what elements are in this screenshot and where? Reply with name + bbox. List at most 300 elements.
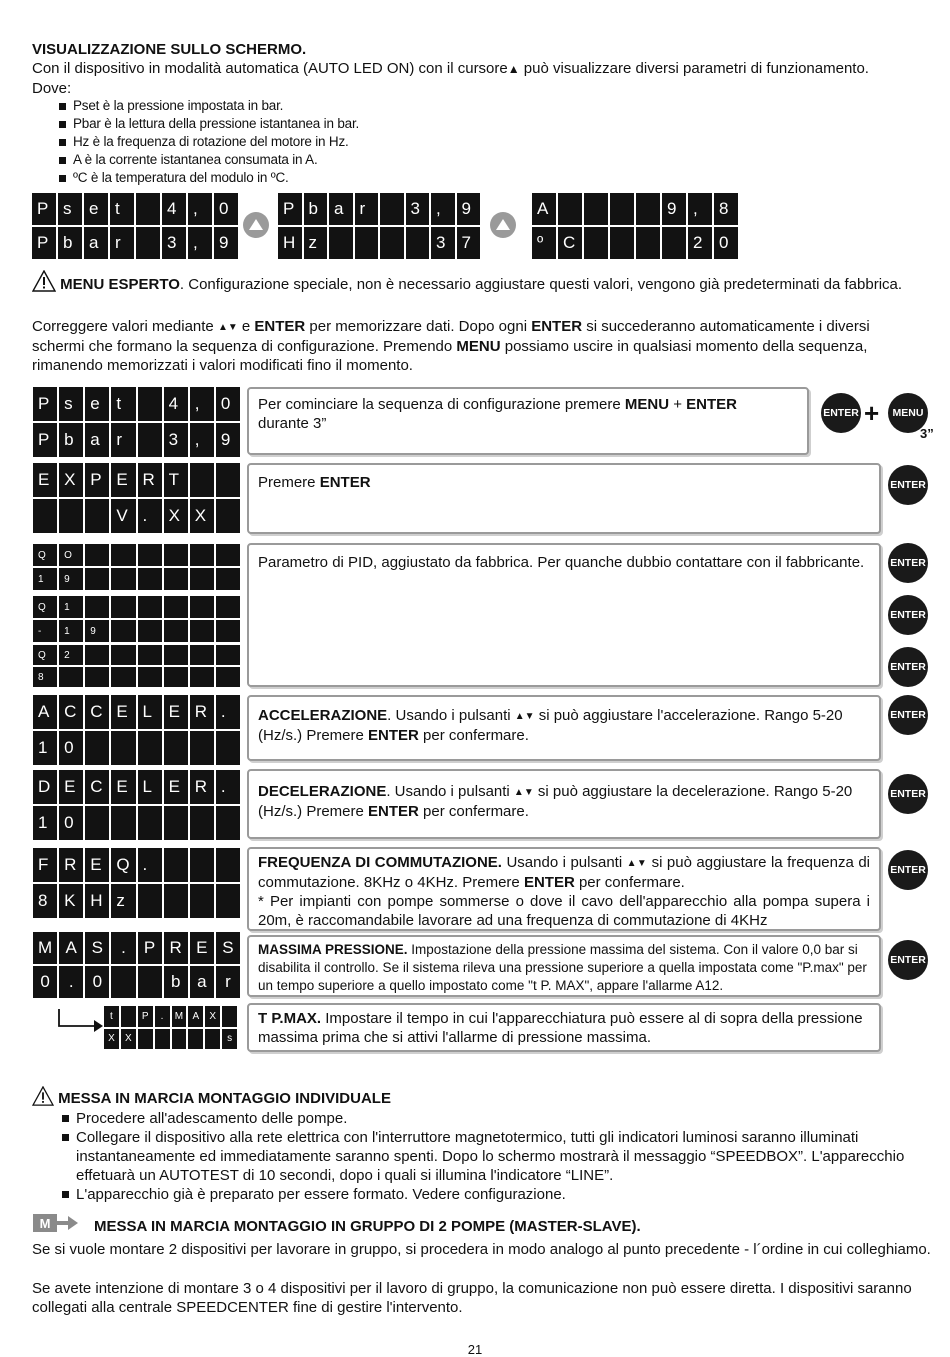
warning-icon xyxy=(32,270,56,292)
lcd-cell: . xyxy=(138,499,162,533)
lcd-cell xyxy=(138,1029,153,1050)
lcd-cell xyxy=(164,806,188,840)
lcd-cell: 3 xyxy=(164,423,188,457)
lcd-cell xyxy=(216,544,240,566)
lcd-cell xyxy=(662,227,686,259)
lcd-cell: r xyxy=(355,193,379,225)
lcd-cell: . xyxy=(216,695,240,729)
lcd-cell xyxy=(164,731,188,765)
lcd-screen-freq xyxy=(33,848,240,918)
step-start-menu-label: MENU xyxy=(624,396,670,413)
lcd-cell: 9 xyxy=(662,193,686,225)
tpmax-title: T P.MAX. xyxy=(258,1010,322,1027)
expert-text-2a: Correggere valori mediante xyxy=(32,318,218,335)
lcd-cell: a xyxy=(329,193,353,225)
decel-text-c: per confermare. xyxy=(418,803,529,820)
lcd-cell: P xyxy=(138,932,162,964)
lcd-cell: . xyxy=(111,932,135,964)
lcd-cell: C xyxy=(85,695,109,729)
lcd-cell: 2 xyxy=(688,227,712,259)
accel-text-a: . Usando i pulsanti xyxy=(387,707,515,724)
lcd-cell xyxy=(380,227,404,259)
lcd-cell xyxy=(164,884,188,918)
lcd-cell: s xyxy=(222,1029,237,1050)
lcd-cell: 1 xyxy=(59,620,83,642)
lcd-screen-q0 xyxy=(33,544,240,590)
lcd-cell xyxy=(164,596,188,618)
list-item: Procedere all'adescamento delle pompe. xyxy=(60,1109,930,1128)
lcd-cell: R xyxy=(59,848,83,882)
lcd-cell: H xyxy=(278,227,302,259)
lcd-cell: z xyxy=(304,227,328,259)
lcd-cell xyxy=(164,645,188,665)
expert-text-1: . Configurazione speciale, non è necessario aggiustare questi valori, vengono già predeterminati da fabbrica. xyxy=(179,276,903,293)
lcd-cell: 3 xyxy=(162,227,186,259)
lcd-cell: b xyxy=(58,227,82,259)
step-start-enter-label: ENTER xyxy=(686,396,737,413)
up-down-arrows-icon: ▲▼ xyxy=(513,787,534,798)
lcd-cell: P xyxy=(33,423,57,457)
expert-text-2e: possiamo uscire in qualsiasi momento della sequenza, rimanendo memorizzati i valori modificati fino il momento. xyxy=(32,338,868,374)
lcd-cell: 8 xyxy=(33,884,57,918)
group-title: MESSA IN MARCIA MONTAGGIO IN GRUPPO DI 2 POMPE (MASTER-SLAVE). xyxy=(94,1218,641,1235)
lcd-cell: F xyxy=(33,848,57,882)
lcd-cell: t xyxy=(110,193,134,225)
freq-title: FREQUENZA DI COMMUTAZIONE. xyxy=(258,854,502,871)
section-title-display: VISUALIZZAZIONE SULLO SCHERMO. xyxy=(32,41,307,58)
lcd-cell xyxy=(190,806,214,840)
up-down-arrows-icon: ▲▼ xyxy=(217,322,238,333)
lcd-cell xyxy=(216,645,240,665)
lcd-cell: Q xyxy=(33,596,57,618)
lcd-screen-tpmax xyxy=(104,1006,237,1049)
menu-button-icon: MENU xyxy=(888,393,928,433)
lcd-cell: M xyxy=(33,932,57,964)
list-item: Pset è la pressione impostata in bar. xyxy=(57,97,359,115)
group-paragraph-1: Se si vuole montare 2 dispositivi per lavorare in gruppo, si procedera in modo analogo al punto precedente - l´ordine in cui colleghiamo. xyxy=(32,1241,931,1258)
lcd-cell: X xyxy=(59,463,83,497)
step-tpmax-box xyxy=(247,1003,881,1052)
step-accel-box xyxy=(247,695,881,761)
expert-menu-label: MENU xyxy=(456,338,501,355)
lcd-cell: A xyxy=(532,193,556,225)
lcd-cell xyxy=(85,499,109,533)
lcd-cell: E xyxy=(164,770,188,804)
lcd-cell: , xyxy=(688,193,712,225)
lcd-cell: O xyxy=(59,544,83,566)
lcd-cell: 1 xyxy=(33,806,57,840)
lcd-cell: b xyxy=(304,193,328,225)
lcd-screen-decel xyxy=(33,770,240,840)
lcd-cell xyxy=(636,227,660,259)
lcd-cell: X xyxy=(104,1029,119,1050)
lcd-cell xyxy=(164,544,188,566)
lcd-cell: X xyxy=(164,499,188,533)
arrow-right-icon xyxy=(57,1215,79,1231)
startup-title-text: MESSA IN MARCIA MONTAGGIO INDIVIDUALE xyxy=(58,1090,391,1107)
lcd-cell: X xyxy=(121,1029,136,1050)
lcd-cell xyxy=(584,227,608,259)
freq-text-a: Usando i pulsanti xyxy=(501,854,627,871)
lcd-cell xyxy=(610,227,634,259)
lcd-cell xyxy=(59,499,83,533)
lcd-cell: , xyxy=(188,227,212,259)
lcd-cell xyxy=(155,1029,170,1050)
step-pid-text: Parametro di PID, aggiustato da fabbrica. Per quanche dubbio contattare con il fabbricante. xyxy=(258,554,865,571)
list-item: Collegare il dispositivo alla rete elettrica con l'interruttore magnetotermico, tutti gli indicatori luminosi saranno illuminati instantaneamente ed immediatamente saranno spenti. Dopo lo schermo mostrarà il messaggio “SPEEDBOX”. L'apparecchio effetuarà un AUTOTEST di 10 secondi, dopo i quali si illumina l'indicatore “LINE”. xyxy=(60,1128,930,1185)
lcd-screen-pset xyxy=(32,193,238,259)
lcd-cell: 9 xyxy=(59,568,83,590)
lcd-cell: D xyxy=(33,770,57,804)
lcd-cell: 9 xyxy=(214,227,238,259)
enter-button-icon: ENTER xyxy=(888,695,928,735)
master-badge-icon xyxy=(33,1214,79,1232)
lcd-cell: R xyxy=(190,695,214,729)
lcd-cell xyxy=(164,568,188,590)
up-down-arrows-icon: ▲▼ xyxy=(626,858,648,869)
lcd-cell: 1 xyxy=(59,596,83,618)
lcd-cell: s xyxy=(59,387,83,421)
list-item: A è la corrente istantanea consumata in A. xyxy=(57,151,359,169)
lcd-cell xyxy=(85,667,109,687)
lcd-cell: º xyxy=(532,227,556,259)
lcd-cell xyxy=(138,423,162,457)
lcd-cell: r xyxy=(111,423,135,457)
lcd-cell: 4 xyxy=(164,387,188,421)
lcd-cell xyxy=(222,1006,237,1027)
lcd-cell xyxy=(355,227,379,259)
lcd-cell: P xyxy=(32,227,56,259)
lcd-screen-q1 xyxy=(33,596,240,642)
lcd-cell xyxy=(111,806,135,840)
lcd-cell xyxy=(85,544,109,566)
lcd-cell: V xyxy=(111,499,135,533)
lcd-screen-pbar xyxy=(278,193,480,259)
lcd-cell xyxy=(164,620,188,642)
lcd-cell: P xyxy=(278,193,302,225)
expert-text-2b: e xyxy=(237,318,255,335)
lcd-cell xyxy=(164,848,188,882)
lcd-cell xyxy=(136,193,160,225)
lcd-cell: E xyxy=(33,463,57,497)
lcd-cell: a xyxy=(190,966,214,998)
step-expert-box xyxy=(247,463,881,534)
lcd-cell xyxy=(190,620,214,642)
lcd-cell xyxy=(111,544,135,566)
lcd-screen-current xyxy=(532,193,738,259)
expert-enter-label: ENTER xyxy=(254,318,306,335)
lcd-cell xyxy=(216,731,240,765)
lcd-cell xyxy=(164,667,188,687)
lcd-cell: 7 xyxy=(457,227,481,259)
lcd-cell: 3 xyxy=(431,227,455,259)
list-item: Pbar è la lettura della pressione istantanea in bar. xyxy=(57,115,359,133)
lcd-cell: 9 xyxy=(85,620,109,642)
lcd-cell: X xyxy=(205,1006,220,1027)
lcd-screen-expert xyxy=(33,463,240,533)
list-item: Hz è la frequenza di rotazione del motore in Hz. xyxy=(57,133,359,151)
lcd-cell xyxy=(216,620,240,642)
lcd-cell: z xyxy=(111,884,135,918)
enter-button-icon: ENTER xyxy=(888,595,928,635)
enter-button-icon: ENTER xyxy=(821,393,861,433)
lcd-cell: R xyxy=(138,463,162,497)
lcd-cell xyxy=(216,806,240,840)
list-item: L'apparecchio già è preparato per essere formato. Vedere configurazione. xyxy=(60,1185,930,1204)
lcd-cell xyxy=(59,667,83,687)
lcd-cell xyxy=(138,966,162,998)
lcd-cell: T xyxy=(164,463,188,497)
lcd-cell xyxy=(138,544,162,566)
up-arrow-button-icon xyxy=(490,212,516,238)
lcd-cell xyxy=(111,731,135,765)
lcd-cell: E xyxy=(111,695,135,729)
lcd-cell: M xyxy=(172,1006,187,1027)
arrow-right-icon xyxy=(56,1007,104,1035)
lcd-cell xyxy=(111,667,135,687)
lcd-cell: H xyxy=(85,884,109,918)
lcd-screen-accel xyxy=(33,695,240,765)
step-expert-text: Premere xyxy=(258,474,320,491)
lcd-cell: b xyxy=(59,423,83,457)
lcd-cell: X xyxy=(190,499,214,533)
up-arrow-button-icon xyxy=(243,212,269,238)
lcd-cell xyxy=(190,884,214,918)
lcd-cell: , xyxy=(431,193,455,225)
enter-button-icon: ENTER xyxy=(888,465,928,505)
lcd-cell xyxy=(216,848,240,882)
step-expert-enter-label: ENTER xyxy=(319,474,371,491)
lcd-cell xyxy=(85,806,109,840)
master-badge: M xyxy=(33,1214,57,1232)
three-seconds-label: 3” xyxy=(920,426,934,441)
lcd-cell: , xyxy=(190,423,214,457)
lcd-cell: . xyxy=(155,1006,170,1027)
decel-text-b: si può aggiustare la decelerazione. Rango 5-20 (Hz/s.) Premere xyxy=(258,783,853,820)
enter-button-icon: ENTER xyxy=(888,543,928,583)
lcd-cell: . xyxy=(59,966,83,998)
lcd-cell xyxy=(85,596,109,618)
lcd-cell: b xyxy=(164,966,188,998)
display-intro xyxy=(32,59,932,98)
expert-text-2d: si succederanno automaticamente i diversi schermi che formano la sequenza di configurazione. Premendo xyxy=(32,318,870,355)
lcd-cell xyxy=(85,568,109,590)
lcd-cell: 2 xyxy=(59,645,83,665)
tpmax-text: Impostare il tempo in cui l'apparecchiatura può essere al di sopra della pressione massima prima che si attivi l'allarme di pressione massima. xyxy=(258,1010,863,1046)
startup-list xyxy=(60,1109,930,1204)
lcd-cell: E xyxy=(190,932,214,964)
lcd-cell: . xyxy=(216,770,240,804)
accel-title: ACCELERAZIONE xyxy=(258,707,388,724)
lcd-cell: E xyxy=(164,695,188,729)
lcd-cell xyxy=(138,667,162,687)
lcd-cell: P xyxy=(33,387,57,421)
lcd-cell: . xyxy=(138,848,162,882)
lcd-cell xyxy=(610,193,634,225)
lcd-cell: L xyxy=(138,770,162,804)
lcd-cell xyxy=(380,193,404,225)
lcd-cell xyxy=(85,645,109,665)
lcd-cell: P xyxy=(85,463,109,497)
lcd-cell xyxy=(111,620,135,642)
lcd-cell: s xyxy=(58,193,82,225)
lcd-cell xyxy=(138,568,162,590)
lcd-cell: 0 xyxy=(33,966,57,998)
lcd-cell: R xyxy=(164,932,188,964)
lcd-cell xyxy=(216,568,240,590)
lcd-cell xyxy=(216,884,240,918)
lcd-cell: 0 xyxy=(59,731,83,765)
lcd-cell: K xyxy=(59,884,83,918)
lcd-cell: E xyxy=(111,463,135,497)
display-bullet-list xyxy=(57,97,359,187)
lcd-cell: 8 xyxy=(33,667,57,687)
lcd-cell: 9 xyxy=(457,193,481,225)
lcd-cell xyxy=(216,463,240,497)
lcd-cell: - xyxy=(33,620,57,642)
lcd-cell xyxy=(190,731,214,765)
freq-enter-label: ENTER xyxy=(523,874,575,891)
page-number: 21 xyxy=(467,1342,483,1357)
lcd-screen-step-start xyxy=(33,387,240,457)
enter-button-icon: ENTER xyxy=(888,647,928,687)
lcd-cell: E xyxy=(111,770,135,804)
lcd-cell: Q xyxy=(33,645,57,665)
lcd-cell: 3 xyxy=(406,193,430,225)
maxpress-text: Impostazione della pressione massima del sistema. Con il valore 0,0 bar si disabilita il controllo. Se il sistema rileva una pressione superiore a quella impostata come "P.max" per un tempo superiore a quello impostato come "t P. MAX", appare l'allarme A12. xyxy=(258,942,867,993)
lcd-cell xyxy=(138,645,162,665)
lcd-cell: a xyxy=(85,423,109,457)
lcd-cell: 0 xyxy=(85,966,109,998)
lcd-cell xyxy=(190,568,214,590)
lcd-cell: 0 xyxy=(59,806,83,840)
lcd-cell: e xyxy=(84,193,108,225)
lcd-screen-maxpress xyxy=(33,932,240,998)
display-intro-text-a: Con il dispositivo in modalità automatica (AUTO LED ON) con il cursore xyxy=(32,60,508,77)
enter-button-icon: ENTER xyxy=(888,940,928,980)
lcd-cell: E xyxy=(59,770,83,804)
lcd-cell xyxy=(111,645,135,665)
lcd-cell: 1 xyxy=(33,731,57,765)
lcd-cell xyxy=(558,193,582,225)
step-freq-box xyxy=(247,847,881,931)
expert-enter-label-2: ENTER xyxy=(531,318,583,335)
lcd-cell xyxy=(190,667,214,687)
lcd-cell xyxy=(329,227,353,259)
lcd-cell xyxy=(584,193,608,225)
plus-sign: + xyxy=(864,398,880,428)
lcd-cell: S xyxy=(216,932,240,964)
lcd-cell: t xyxy=(104,1006,119,1027)
lcd-cell xyxy=(190,848,214,882)
enter-button-icon: ENTER xyxy=(888,850,928,890)
lcd-cell: , xyxy=(188,193,212,225)
lcd-cell xyxy=(33,499,57,533)
freq-note: * Per impianti con pompe sommerse o dove il cavo dell'apparecchio alla pompa supera i 20m, è raccomandabile lavorare ad una frequenza di commutazione di 4KHz xyxy=(258,893,870,929)
lcd-cell: R xyxy=(190,770,214,804)
warning-icon xyxy=(32,1086,54,1106)
lcd-cell: 0 xyxy=(714,227,738,259)
lcd-cell xyxy=(190,463,214,497)
group-paragraph-2: Se avete intenzione di montare 3 o 4 dispositivi per il lavoro di gruppo, la comunicazione non può essere diretta. I dispositivi saranno collegati alla centrale SPEEDCENTER fine di gestire l'intervento. xyxy=(32,1280,912,1316)
startup-title xyxy=(32,1086,391,1108)
lcd-cell: r xyxy=(216,966,240,998)
freq-text-b: si può aggiustare la frequenza di commutazione. 8KHz o 4KHz. Premere xyxy=(258,854,870,891)
lcd-cell: P xyxy=(32,193,56,225)
expert-title: MENU ESPERTO xyxy=(60,276,180,293)
lcd-cell xyxy=(111,596,135,618)
lcd-cell: , xyxy=(190,387,214,421)
step-start-plus: + xyxy=(669,396,687,413)
lcd-cell: Q xyxy=(111,848,135,882)
lcd-cell: 0 xyxy=(214,193,238,225)
display-dove: Dove: xyxy=(32,80,72,97)
lcd-cell xyxy=(205,1029,220,1050)
display-intro-text-b: può visualizzare diversi parametri di funzionamento. xyxy=(519,60,869,77)
lcd-cell: 9 xyxy=(216,423,240,457)
lcd-cell: C xyxy=(558,227,582,259)
step-maxpress-box xyxy=(247,935,881,997)
step-start-text-a: Per cominciare la sequenza di configurazione premere xyxy=(258,396,625,413)
lcd-cell xyxy=(121,1006,136,1027)
expert-intro xyxy=(32,270,917,294)
lcd-cell: Q xyxy=(33,544,57,566)
lcd-cell: a xyxy=(84,227,108,259)
up-arrow-icon: ▲ xyxy=(507,62,520,76)
lcd-cell xyxy=(138,884,162,918)
expert-instructions xyxy=(32,317,917,375)
lcd-cell: A xyxy=(188,1006,203,1027)
lcd-cell: 4 xyxy=(162,193,186,225)
lcd-cell xyxy=(85,731,109,765)
lcd-cell xyxy=(188,1029,203,1050)
lcd-cell xyxy=(138,806,162,840)
lcd-cell: e xyxy=(85,387,109,421)
lcd-cell: A xyxy=(33,695,57,729)
up-down-arrows-icon: ▲▼ xyxy=(514,711,535,722)
lcd-cell: S xyxy=(85,932,109,964)
lcd-cell: t xyxy=(111,387,135,421)
lcd-cell xyxy=(636,193,660,225)
decel-title: DECELERAZIONE xyxy=(258,783,387,800)
lcd-cell: E xyxy=(85,848,109,882)
freq-text-c: per confermare. xyxy=(574,874,685,891)
lcd-cell xyxy=(216,596,240,618)
lcd-cell: 8 xyxy=(714,193,738,225)
lcd-cell: A xyxy=(59,932,83,964)
step-start-box xyxy=(247,387,809,455)
lcd-cell xyxy=(138,620,162,642)
accel-text-b: si può aggiustare l'accelerazione. Rango 5-20 (Hz/s.) Premere xyxy=(258,707,843,744)
lcd-cell: r xyxy=(110,227,134,259)
list-item: ºC è la temperatura del modulo in ºC. xyxy=(57,169,359,187)
lcd-cell xyxy=(190,596,214,618)
lcd-cell xyxy=(111,966,135,998)
accel-text-c: per confermare. xyxy=(418,727,529,744)
decel-enter-label: ENTER xyxy=(368,803,419,820)
lcd-cell xyxy=(216,667,240,687)
decel-text-a: . Usando i pulsanti xyxy=(386,783,514,800)
lcd-cell: P xyxy=(138,1006,153,1027)
lcd-cell xyxy=(111,568,135,590)
lcd-screen-q2 xyxy=(33,645,240,687)
lcd-cell: C xyxy=(59,695,83,729)
lcd-cell: 1 xyxy=(33,568,57,590)
lcd-cell: 0 xyxy=(216,387,240,421)
lcd-cell xyxy=(172,1029,187,1050)
accel-enter-label: ENTER xyxy=(368,727,419,744)
lcd-cell xyxy=(406,227,430,259)
